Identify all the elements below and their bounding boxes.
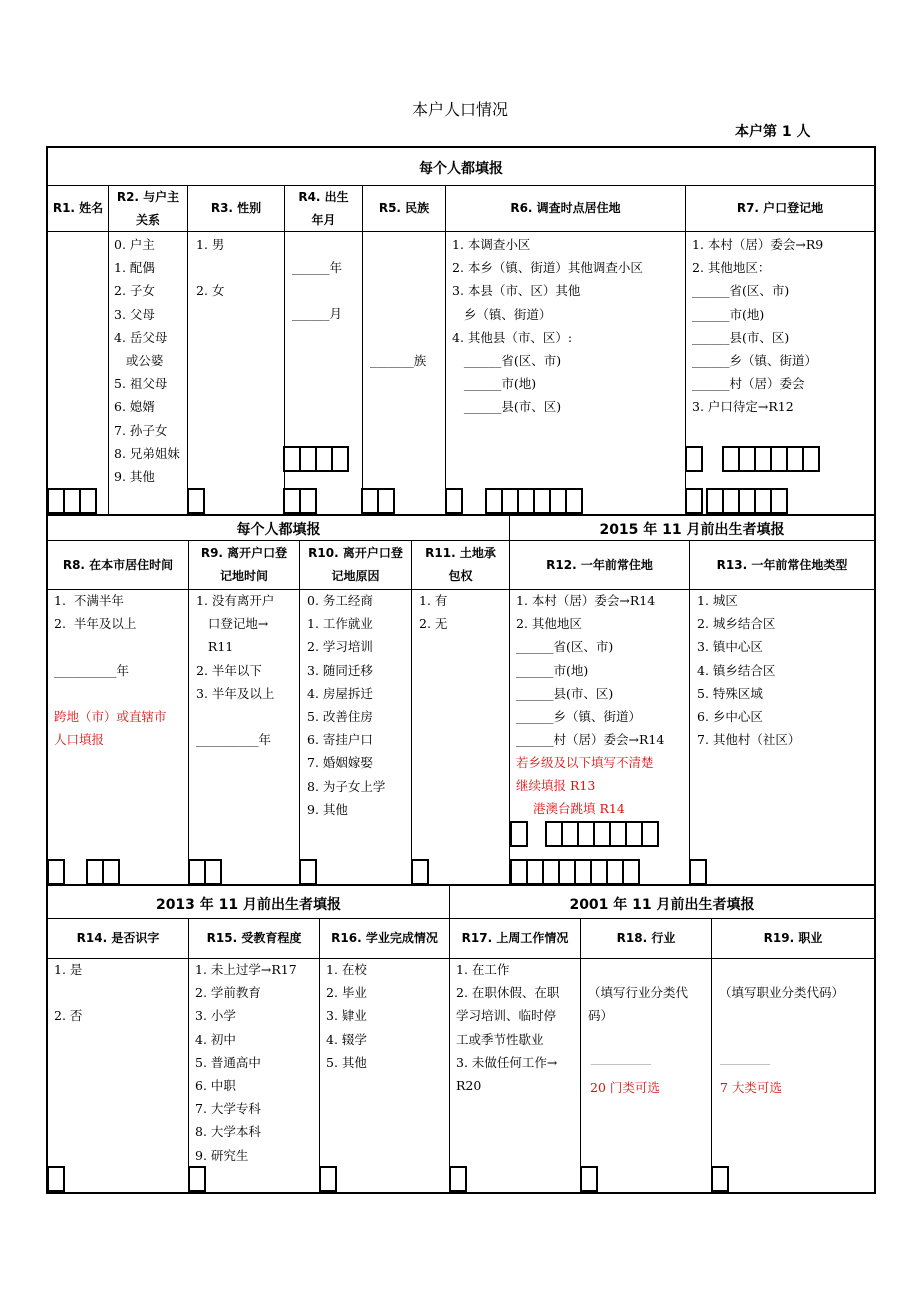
r5-ethnic: _______族 (370, 353, 427, 368)
r11-options: 1. 有 2. 无 (419, 593, 448, 632)
r7-code-boxes[interactable] (722, 446, 818, 472)
r18-header: R18. 行业 (616, 931, 676, 945)
person-number: 本户第 1 人 (735, 124, 811, 140)
r17-options: 1. 在工作 2. 在职休假、在职 学习培训、临时停 工或季节性歇业 3. 未做任何工作→ R20 (456, 962, 560, 1094)
r16-options: 1. 在校 2. 毕业 3. 肄业 4. 辍学 5. 其他 (326, 962, 367, 1070)
r8-options: 1. 不满半年 2. 半年及以上 __________年 (54, 593, 137, 678)
r7-code-boxes-2[interactable] (706, 488, 786, 514)
r12-code-boxes[interactable] (545, 821, 657, 847)
r4-header: R4. 出生 年月 (298, 189, 349, 227)
r4-code-boxes[interactable] (283, 446, 347, 472)
r6-code-box-a[interactable] (445, 488, 461, 514)
r7-header: R7. 户口登记地 (736, 201, 824, 215)
r12-note-unclear: 若乡级及以下填写不清楚 继续填报 R13 (516, 755, 654, 794)
r10-code-box[interactable] (299, 859, 315, 885)
r3-options: 1. 男 2. 女 (196, 237, 225, 299)
r6-header: R6. 调查时点居住地 (510, 201, 621, 215)
r1-code-boxes[interactable] (47, 488, 95, 514)
r7-code-box-b[interactable] (685, 488, 701, 514)
r1-header: R1. 姓名 (52, 201, 104, 215)
section2-title-right: 2015 年 11 月前出生者填报 (599, 522, 785, 538)
r5-header: R5. 民族 (378, 201, 430, 215)
r17-header: R17. 上周工作情况 (461, 931, 569, 945)
r2-header: R2. 与户主 关系 (116, 189, 180, 227)
r14-header: R14. 是否识字 (76, 931, 160, 945)
r14-code-box[interactable] (47, 1166, 63, 1192)
r8-code-box[interactable] (47, 859, 63, 885)
r11-code-box[interactable] (411, 859, 427, 885)
r4-code-boxes-2[interactable] (283, 488, 315, 514)
r18-hint: （填写行业分类代 码） (588, 985, 689, 1024)
r7-options: 1. 本村（居）委会→R9 2. 其他地区： ______省(区、市) ______市(地) ______县(市、区) ______乡（镇、街道） ______村（居）委会 3. 户口待定→R12 (692, 237, 824, 415)
r2-options: 0. 户主 1. 配偶 2. 子女 3. 父母 4. 岳父母 或公婆 5. 祖父母 6. 媳婿 7. 孙子女 8. 兄弟姐妹 9. 其他 (114, 237, 180, 485)
r4-year: ______年 (292, 260, 343, 275)
r19-hint: （填写职业分类代码） (719, 985, 845, 1000)
section3-title-right: 2001 年 11 月前出生者填报 (569, 897, 755, 913)
r4-month: ______月 (292, 306, 343, 321)
r17-code-box[interactable] (449, 1166, 465, 1192)
r12-options: 1. 本村（居）委会→R14 2. 其他地区 ______省(区、市) ______市(地) ______县(市、区) ______乡（镇、街道） ______村（居）委会→R14 (516, 593, 665, 748)
r15-options: 1. 未上过学→R17 2. 学前教育 3. 小学 4. 初中 5. 普通高中 6. 中职 7. 大学专科 8. 大学本科 9. 研究生 (195, 962, 297, 1163)
r8-code-boxes[interactable] (86, 859, 118, 885)
r14-options: 1. 是 2. 否 (54, 962, 83, 1024)
r12-code-box-a[interactable] (510, 821, 526, 847)
r9-header: R9. 离开户口登 记地时间 (200, 546, 288, 583)
r18-note: 20 门类可选 (590, 1080, 660, 1095)
r16-header: R16. 学业完成情况 (331, 931, 438, 945)
r6-options: 1. 本调查小区 2. 本乡（镇、街道）其他调查小区 3. 本县（市、区）其他 乡（镇、街道） 4. 其他县（市、区）: ______省(区、市) ______市(地) ______县(市、区) (452, 237, 643, 415)
r3-code-box[interactable] (187, 488, 203, 514)
r18-code-box[interactable] (580, 1166, 596, 1192)
r13-options: 1. 城区 2. 城乡结合区 3. 镇中心区 4. 镇乡结合区 5. 特殊区域 6. 乡中心区 7. 其他村（社区） (697, 593, 801, 748)
r19-note: 7 大类可选 (720, 1080, 782, 1095)
r15-code-box[interactable] (188, 1166, 204, 1192)
r12-header: R12. 一年前常住地 (546, 557, 653, 572)
r10-header: R10. 离开户口登 记地原因 (308, 546, 403, 583)
r19-code-box[interactable] (711, 1166, 727, 1192)
r6-code-boxes[interactable] (485, 488, 581, 514)
r13-header: R13. 一年前常住地类型 (716, 557, 848, 572)
r9-options: 1. 没有离开户 口登记地→ R11 2. 半年以下 3. 半年及以上 __________年 (196, 593, 275, 748)
section3-title-left: 2013 年 11 月前出生者填报 (155, 897, 342, 913)
section1-title: 每个人都填报 (419, 161, 503, 177)
r9-code-boxes[interactable] (188, 859, 220, 885)
r16-code-box[interactable] (319, 1166, 335, 1192)
page-title: 本户人口情况 (411, 100, 508, 119)
r19-code-line[interactable]: __________ (720, 1054, 770, 1065)
r13-code-box[interactable] (689, 859, 705, 885)
r10-options: 0. 务工经商 1. 工作就业 2. 学习培训 3. 随同迁移 4. 房屋拆迁 5. 改善住房 6. 寄挂户口 7. 婚姻嫁娶 8. 为子女上学 9. 其他 (307, 593, 386, 817)
r3-header: R3. 性别 (210, 201, 262, 215)
r7-code-box-a[interactable] (685, 446, 701, 472)
r19-header: R19. 职业 (763, 931, 823, 945)
section2-title-left: 每个人都填报 (236, 522, 321, 538)
r5-code-boxes[interactable] (361, 488, 393, 514)
r15-header: R15. 受教育程度 (206, 931, 302, 945)
r12-code-boxes-2[interactable] (510, 859, 638, 885)
r8-note: 跨地（市）或直辖市 人口填报 (54, 709, 167, 748)
r12-note-hmt: 港澳台跳填 R14 (533, 801, 625, 816)
r11-header: R11. 土地承 包权 (425, 546, 496, 583)
r8-header: R8. 在本市居住时间 (62, 557, 174, 572)
r18-code-line[interactable]: ____________ (591, 1054, 651, 1065)
